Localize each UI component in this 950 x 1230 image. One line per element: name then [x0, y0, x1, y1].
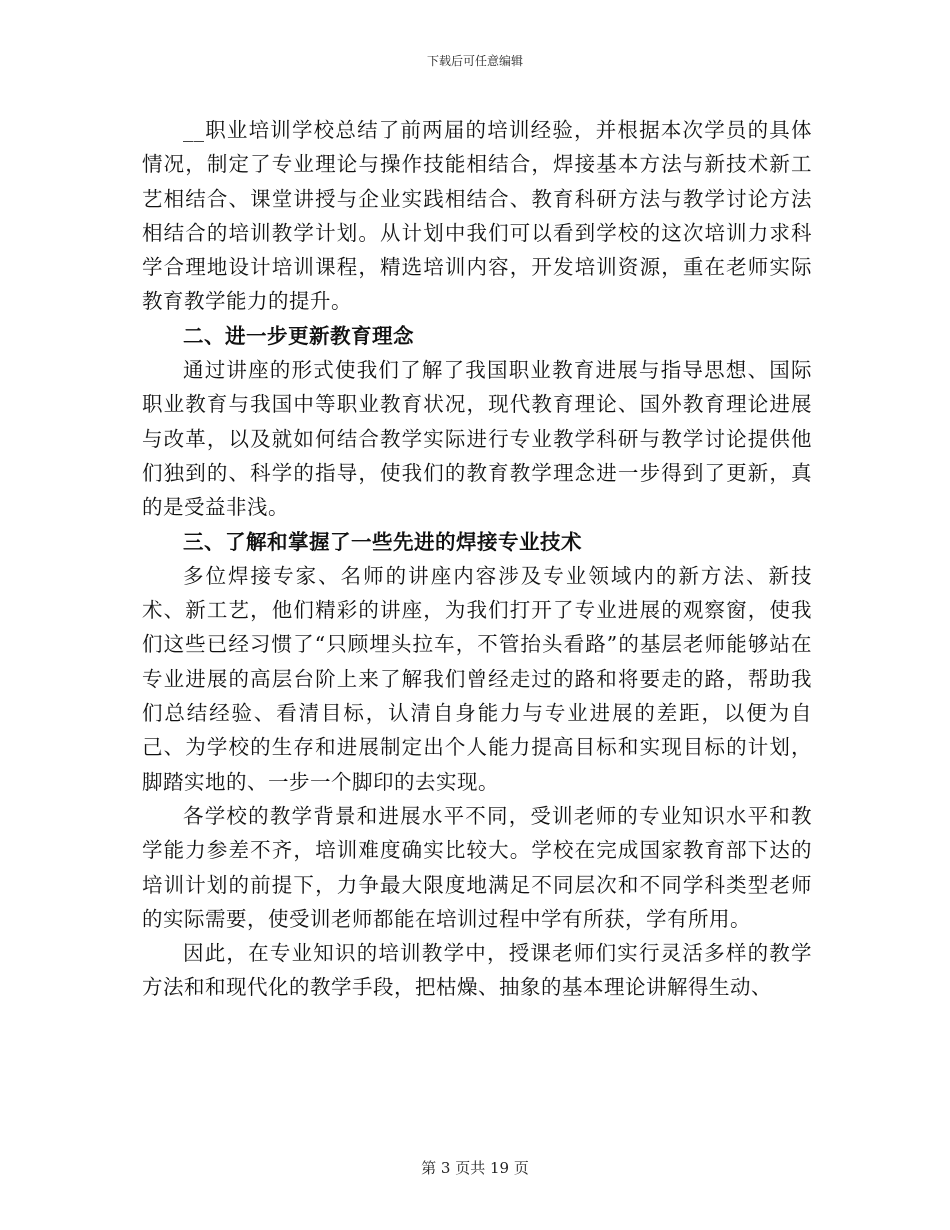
paragraph-training-plan: __职业培训学校总结了前两届的培训经验，并根据本次学员的具体情况，制定了专业理论与操作技能相结合，焊接基本方法与新技术新工艺相结合、课堂讲授与企业实践相结合、教育科研方法与教学讨论方法相结合的培训教学计划。从计划中我们可以看到学校的这次培训力求科学合理地设计培训课程，精选培训内容，开发培训资源，重在老师实际教育教学能力的提升。	[142, 118, 812, 314]
paragraph-welding-experts: 多位焊接专家、名师的讲座内容涉及专业领域内的新方法、新技术、新工艺，他们精彩的讲座，为我们打开了专业进展的观察窗，使我们这些已经习惯了“只顾埋头拉车，不管抬头看路”的基层老师能够站在专业进展的高层台阶上来了解我们曾经走过的路和将要走的路，帮助我们总结经验、看清目标，认清自身能力与专业进展的差距，以便为自己、为学校的生存和进展制定出个人能力提高目标和实现目标的计划，脚踏实地的、一步一个脚印的去实现。	[142, 563, 812, 794]
document-body	[142, 113, 812, 1005]
section-heading-2: 二、进一步更新教育理念	[183, 323, 414, 348]
paragraph-education-concept: 通过讲座的形式使我们了解了我国职业教育进展与指导思想、国际职业教育与我国中等职业教育状况，现代教育理论、国外教育理论进展与改革，以及就如何结合教学实际进行专业教学科研与教学讨论提供他们独到的、科学的指导，使我们的教育教学理念进一步得到了更新，真的是受益非浅。	[142, 358, 812, 520]
page-header: 下载后可任意编辑	[426, 54, 523, 68]
section-heading-3: 三、了解和掌握了一些先进的焊接专业技术	[183, 529, 582, 554]
paragraph-teaching-methods: 因此，在专业知识的培训教学中，授课老师们实行灵活多样的教学方法和和现代化的教学手段，把枯燥、抽象的基本理论讲解得生动、	[142, 941, 812, 1000]
page-footer: 第 3 页共 19 页	[421, 1159, 529, 1177]
paragraph-school-background: 各学校的教学背景和进展水平不同，受训老师的专业知识水平和教学能力参差不齐，培训难度确实比较大。学校在完成国家教育部下达的培训计划的前提下，力争最大限度地满足不同层次和不同学科类型老师的实际需要，使受训老师都能在培训过程中学有所获，学有所用。	[142, 803, 812, 931]
